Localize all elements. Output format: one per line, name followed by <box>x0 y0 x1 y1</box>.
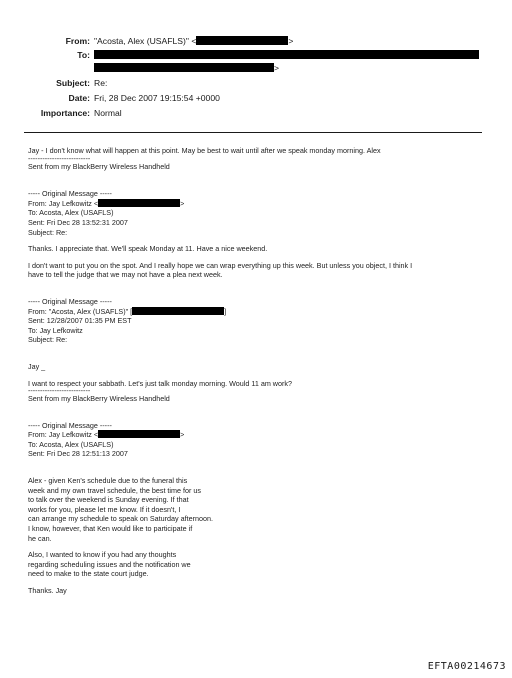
original-message-header: ----- Original Message ----- <box>28 296 112 306</box>
om2-to: To: Jay Lefkowitz <box>28 325 83 335</box>
om3-line: week and my own travel schedule, the best time for us <box>28 485 201 495</box>
header-divider <box>24 132 482 133</box>
redaction-block <box>196 36 288 45</box>
subject-value: Re: <box>94 78 108 88</box>
om2-from: From: "Acosta, Alex (USAFLS)" [ ] <box>28 306 227 316</box>
separator: -------------------------- <box>28 386 91 396</box>
om1-to: To: Acosta, Alex (USAFLS) <box>28 208 114 218</box>
to-value <box>94 50 479 60</box>
om3-signoff: Thanks. Jay <box>28 586 67 595</box>
importance-value: Normal <box>94 108 122 118</box>
om1-paragraph-2b: have to tell the judge that we may not have a plea next week. <box>28 270 223 280</box>
separator: -------------------------- <box>28 153 91 163</box>
om3-from: From: Jay Lefkowitz < > <box>28 430 185 440</box>
subject-label: Subject: <box>56 78 90 88</box>
om1-subject: Subject: Re: <box>28 227 68 237</box>
date-value: Fri, 28 Dec 2007 19:15:54 +0000 <box>94 93 220 103</box>
redaction-block <box>98 199 180 207</box>
from-label: From: <box>65 36 90 46</box>
om3-line: regarding scheduling issues and the notification we <box>28 559 191 569</box>
om3-line: Alex - given Ken's schedule due to the funeral this <box>28 476 188 486</box>
to-row-cont: > <box>94 63 279 73</box>
om2-greeting: Jay _ <box>28 361 46 371</box>
bates-number: EFTA00214673 <box>427 661 506 672</box>
om1-paragraph-1: Thanks. I appreciate that. We'll speak Monday at 11. Have a nice weekend. <box>28 244 268 254</box>
om2-subject: Subject: Re: <box>28 335 68 345</box>
om3-line: he can. <box>28 533 52 543</box>
om1-paragraph-2a: I don't want to put you on the spot. And I really hope we can wrap everything up this week. But unless you object, I think I <box>28 260 413 270</box>
om3-line: I know, however, that Ken would like to participate if <box>28 524 193 534</box>
om3-line: can arrange my schedule to speak on Saturday afternoon. <box>28 514 213 524</box>
om1-sent: Sent: Fri Dec 28 13:52:31 2007 <box>28 217 128 227</box>
om3-line: works for you, please let me know. If it doesn't, I <box>28 504 181 514</box>
importance-label: Importance: <box>40 108 90 118</box>
om3-to: To: Acosta, Alex (USAFLS) <box>28 439 114 449</box>
redaction-block <box>94 50 479 59</box>
om3-line: Also, I wanted to know if you had any thoughts <box>28 550 177 560</box>
om3-line: to talk over the weekend is Sunday evening. If that <box>28 495 189 505</box>
redaction-block <box>98 430 180 438</box>
redaction-block <box>132 307 224 315</box>
signature: Sent from my BlackBerry Wireless Handheld <box>28 161 170 171</box>
om1-from: From: Jay Lefkowitz < > <box>28 198 185 208</box>
date-label: Date: <box>68 93 90 103</box>
original-message-header: ----- Original Message ----- <box>28 189 112 199</box>
from-value: "Acosta, Alex (USAFLS)" < > <box>94 36 294 46</box>
om2-paragraph-1: I want to respect your sabbath. Let's just talk monday morning. Would 11 am work? <box>28 378 292 388</box>
om3-line: need to make to the state court judge. <box>28 569 149 579</box>
original-message-header: ----- Original Message ----- <box>28 420 112 430</box>
email-body <box>28 146 412 596</box>
signature: Sent from my BlackBerry Wireless Handheld <box>28 394 170 404</box>
om2-sent: Sent: 12/28/2007 01:35 PM EST <box>28 316 132 326</box>
to-label: To: <box>77 50 90 60</box>
om3-sent: Sent: Fri Dec 28 12:51:13 2007 <box>28 449 128 459</box>
reply-text: Jay - I don't know what will happen at this point. May be best to wait until after we speak monday morning. Alex <box>28 146 381 155</box>
redaction-block <box>94 63 274 72</box>
